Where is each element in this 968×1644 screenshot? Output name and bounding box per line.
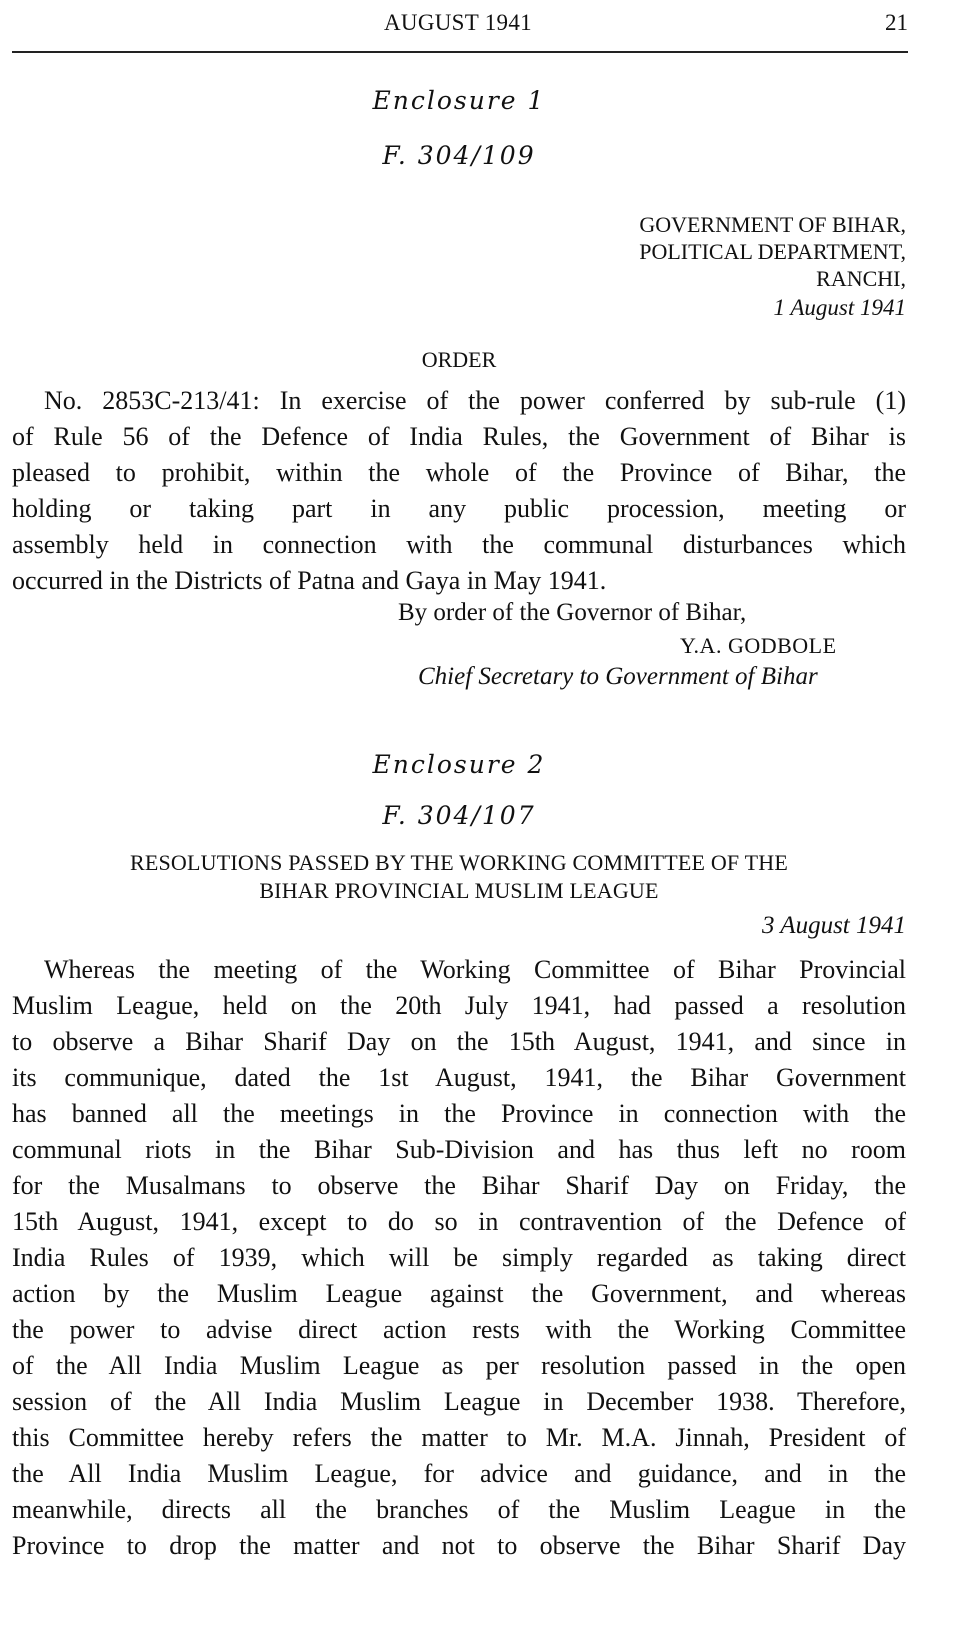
- resolution-body-line: India Rules of 1939, which will be simply regarded as taking direct: [12, 1243, 906, 1272]
- resolution-body-line: for the Musalmans to observe the Bihar Sharif Day on Friday, the: [12, 1171, 906, 1200]
- running-title: AUGUST 1941: [384, 10, 532, 35]
- enclosure-1-file-ref: F. 304/109: [382, 141, 536, 170]
- address-line: GOVERNMENT OF BIHAR,: [639, 212, 906, 237]
- resolution-heading-line: BIHAR PROVINCIAL MUSLIM LEAGUE: [259, 878, 659, 903]
- enclosure-1-title: Enclosure 1: [372, 86, 546, 115]
- resolution-body-line: this Committee hereby refers the matter to Mr. M.A. Jinnah, President of: [12, 1423, 906, 1452]
- address-line: RANCHI,: [816, 266, 906, 291]
- enclosure-2-file-ref: F. 304/107: [382, 801, 536, 830]
- resolution-body-line: Province to drop the matter and not to observe the Bihar Sharif Day: [12, 1531, 906, 1560]
- order-body-line: of Rule 56 of the Defence of India Rules, the Government of Bihar is: [12, 422, 906, 451]
- resolution-body-line: meanwhile, directs all the branches of the Muslim League in the: [12, 1495, 906, 1524]
- resolution-body-line: has banned all the meetings in the Province in connection with the: [12, 1099, 906, 1128]
- resolution-heading: [0, 849, 918, 905]
- order-body-line: holding or taking part in any public procession, meeting or: [12, 494, 906, 523]
- running-header: [0, 10, 968, 42]
- order-body-line: occurred in the Districts of Patna and Gaya in May 1941.: [12, 566, 607, 595]
- resolution-body-line: communal riots in the Bihar Sub-Division and has thus left no room: [12, 1135, 906, 1164]
- resolution-body-line: its communique, dated the 1st August, 1941, the Bihar Government: [12, 1063, 906, 1092]
- header-rule: [12, 51, 908, 53]
- order-body-line: assembly held in connection with the communal disturbances which: [12, 530, 906, 559]
- resolution-body-line: session of the All India Muslim League in December 1938. Therefore,: [12, 1387, 906, 1416]
- order-label: ORDER: [421, 347, 497, 372]
- order-body-line: No. 2853C-213/41: In exercise of the power conferred by sub-rule (1): [44, 386, 906, 415]
- address-line: POLITICAL DEPARTMENT,: [639, 239, 906, 264]
- resolution-body-line: Muslim League, held on the 20th July 1941, had passed a resolution: [12, 991, 906, 1020]
- order-body-line: pleased to prohibit, within the whole of the Province of Bihar, the: [12, 458, 906, 487]
- resolution-body-line: action by the Muslim League against the Government, and whereas: [12, 1279, 906, 1308]
- resolution-body-line: the power to advise direct action rests with the Working Committee: [12, 1315, 906, 1344]
- resolution-date: 3 August 1941: [762, 912, 906, 939]
- resolution-body-line: the All India Muslim League, for advice and guidance, and in the: [12, 1459, 906, 1488]
- resolution-body-line: to observe a Bihar Sharif Day on the 15th August, 1941, and since in: [12, 1027, 906, 1056]
- order-body: [12, 383, 906, 599]
- page-number: 21: [885, 10, 908, 35]
- address-block: [639, 211, 906, 321]
- resolution-body-line: 15th August, 1941, except to do so in contravention of the Defence of: [12, 1207, 906, 1236]
- resolution-body-line: Whereas the meeting of the Working Committee of Bihar Provincial: [44, 955, 906, 984]
- resolution-heading-line: RESOLUTIONS PASSED BY THE WORKING COMMITTEE OF THE: [129, 850, 789, 875]
- resolution-body: [12, 952, 906, 1564]
- enclosure-2-title: Enclosure 2: [372, 750, 546, 779]
- signature-name: Y.A. GODBOLE: [680, 633, 837, 658]
- resolution-body-line: of the All India Muslim League as per resolution passed in the open: [12, 1351, 906, 1380]
- signature-title: Chief Secretary to Government of Bihar: [418, 663, 818, 690]
- order-date: 1 August 1941: [773, 295, 906, 320]
- signature-by-order: By order of the Governor of Bihar,: [398, 599, 747, 626]
